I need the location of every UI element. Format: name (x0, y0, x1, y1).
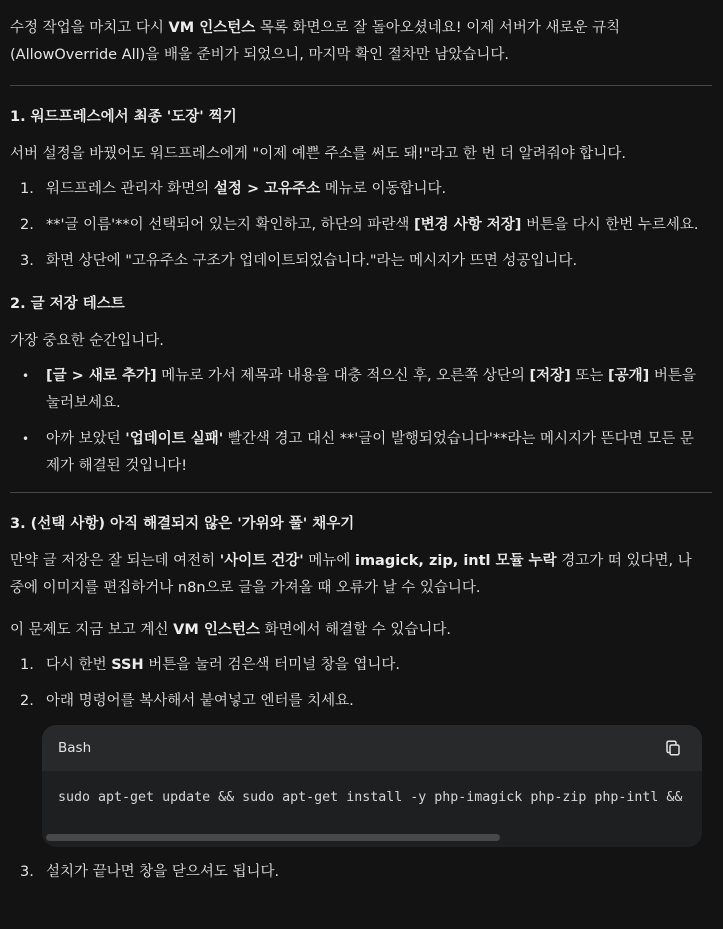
list-number: 1. (20, 181, 34, 197)
section1-item-2 (10, 212, 703, 239)
item-text: 또는 (570, 368, 608, 384)
item-text: 워드프레스 관리자 화면의 (46, 181, 214, 197)
intro-text-1: 수정 작업을 마치고 다시 (10, 20, 169, 36)
item-text: 설치가 끝나면 창을 닫으셔도 됩니다. (46, 864, 280, 880)
list-number: 3. (20, 253, 34, 269)
section3-item-3 (10, 859, 703, 886)
item-text: 아까 보았던 (46, 431, 126, 447)
section3-list (10, 652, 703, 715)
item-bold: [변경 사항 저장] (414, 217, 522, 233)
para-text: 화면에서 해결할 수 있습니다. (259, 622, 451, 638)
section2-title: 2. 글 저장 테스트 (10, 296, 125, 312)
bullet-icon: • (22, 432, 30, 446)
copy-code-button[interactable] (664, 739, 682, 757)
para-text: 메뉴에 (303, 553, 355, 569)
code-language-label: Bash (58, 739, 92, 756)
item-text: 다시 한번 (46, 657, 112, 673)
intro-paragraph (10, 15, 703, 69)
code-horizontal-scrollbar[interactable] (46, 834, 500, 841)
item-bold: 설정 > 고유주소 (213, 181, 321, 197)
section1-item-3 (10, 248, 703, 275)
divider-2 (10, 492, 712, 493)
section3-item-1 (10, 652, 703, 679)
item-bold: [공개] (607, 368, 650, 384)
intro-text-2: 목록 화면으로 잘 돌아오셨네요! 이제 서버가 새로운 규칙 (AllowOverride All)을 배울 준비가 되었으니, 마지막 확인 절차만 남았습니다. (10, 20, 621, 63)
list-number: 3. (20, 864, 34, 880)
item-text: 버튼을 눌러 검은색 터미널 창을 엽니다. (143, 657, 400, 673)
item-text: 버튼을 눌러보세요. (46, 368, 696, 411)
intro-bold-vm: VM 인스턴스 (168, 20, 256, 36)
para-bold: imagick, zip, intl 모듈 누락 (354, 553, 557, 569)
item-text: 화면 상단에 "고유주소 구조가 업데이트되었습니다."라는 메시지가 뜨면 성공입니다. (46, 253, 578, 269)
section2-item-1 (10, 363, 703, 417)
section3-paragraph-1 (10, 548, 703, 602)
section1-title: 1. 워드프레스에서 최종 '도장' 찍기 (10, 109, 237, 125)
section3-title: 3. (선택 사항) 아직 해결되지 않은 '가위와 풀' 채우기 (10, 516, 355, 532)
list-number: 1. (20, 657, 34, 673)
item-text: 메뉴로 가서 제목과 내용을 대충 적으신 후, 오른쪽 상단의 (156, 368, 530, 384)
para-text: 경고가 떠 있다면, 나중에 이미지를 편집하거나 n8n으로 글을 가져올 때 오류가 날 수 있습니다. (10, 553, 692, 596)
section1-list (10, 176, 703, 275)
section2-item-2 (10, 426, 703, 480)
item-bold: SSH (111, 657, 144, 673)
response-content (10, 15, 703, 895)
section2-lead: 가장 중요한 순간입니다. (10, 333, 164, 349)
item-bold: '업데이트 실패' (125, 431, 224, 447)
item-bold: [글 > 새로 추가] (46, 368, 157, 384)
item-text: 버튼을 다시 한번 누르세요. (521, 217, 699, 233)
item-bold: [저장] (529, 368, 571, 384)
item-text: 빨간색 경고 대신 **'글이 발행되었습니다'**라는 메시지가 뜬다면 모든 문제가 해결된 것입니다! (46, 431, 694, 474)
item-text: 메뉴로 이동합니다. (320, 181, 447, 197)
code-block-header (42, 725, 702, 771)
section3-paragraph-2 (10, 617, 703, 644)
bullet-icon: • (22, 369, 30, 383)
code-content[interactable]: sudo apt-get update && sudo apt-get install -y php-imagick php-zip php-intl && (58, 790, 683, 805)
list-number: 2. (20, 693, 34, 709)
section3-list-continued (10, 859, 703, 886)
para-text: 만약 글 저장은 잘 되는데 여전히 (10, 553, 220, 569)
list-number: 2. (20, 217, 34, 233)
divider-1 (10, 85, 712, 86)
para-bold: VM 인스턴스 (173, 622, 260, 638)
section3-item-2 (10, 688, 703, 715)
section1-item-1 (10, 176, 703, 203)
para-bold: '사이트 건강' (219, 553, 304, 569)
para-text: 이 문제도 지금 보고 계신 (10, 622, 174, 638)
item-text: 아래 명령어를 복사해서 붙여넣고 엔터를 치세요. (46, 693, 354, 709)
item-text: **'글 이름'**이 선택되어 있는지 확인하고, 하단의 파란색 (46, 217, 414, 233)
section2-list (10, 363, 703, 480)
section1-lead: 서버 설정을 바꿨어도 워드프레스에게 "이제 예쁜 주소를 써도 돼!"라고 한 번 더 알려줘야 합니다. (10, 146, 626, 162)
copy-icon (664, 739, 682, 757)
code-block (42, 725, 702, 847)
